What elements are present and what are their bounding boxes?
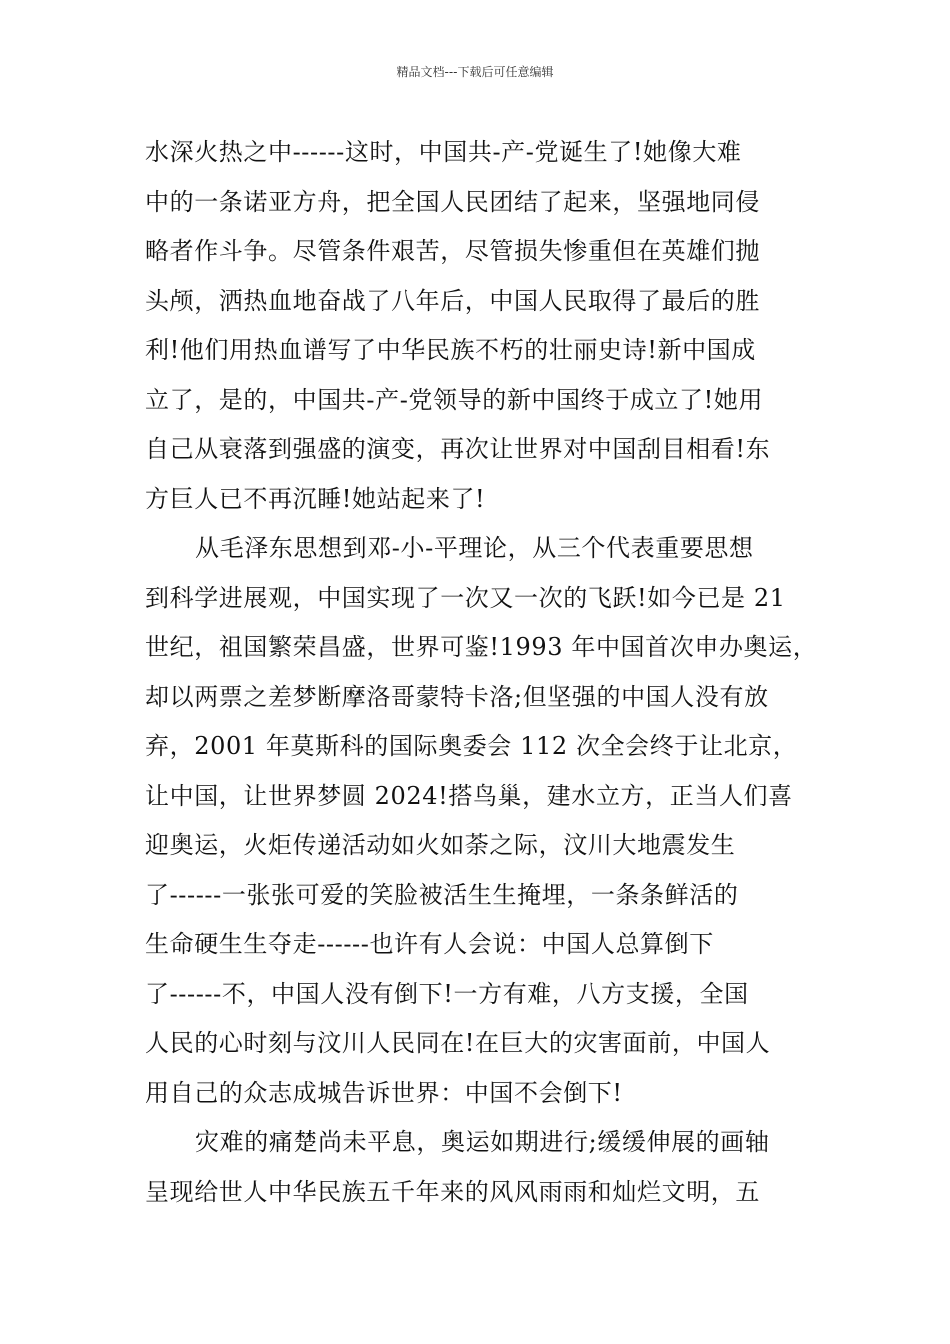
text-line: 了------一张张可爱的笑脸被活生生掩埋，一条条鲜活的 xyxy=(145,880,739,909)
text-line: 略者作斗争。尽管条件艰苦，尽管损失惨重但在英雄们抛 xyxy=(145,237,760,265)
text-line: 呈现给世人中华民族五千年来的风风雨雨和灿烂文明，五 xyxy=(145,1177,760,1206)
text-line: 利!他们用热血谱写了中华民族不朽的壮丽史诗!新中国成 xyxy=(145,336,756,364)
text-line: 却以两票之差梦断摩洛哥蒙特卡洛;但坚强的中国人没有放 xyxy=(145,682,769,711)
text-line: 自己从衰落到强盛的演变，再次让世界对中国刮目相看!东 xyxy=(145,435,771,463)
paragraph xyxy=(145,128,825,524)
document-body xyxy=(145,128,825,1217)
text-line: 弃，2001 年莫斯科的国际奥委会 112 次全会终于让北京， xyxy=(145,732,798,760)
text-line: 立了，是的，中国共-产-党领导的新中国终于成立了!她用 xyxy=(145,385,764,414)
text-line: 水深火热之中------这时，中国共-产-党诞生了!她像大难 xyxy=(145,138,742,166)
page-header: 精品文档---下载后可任意编辑 xyxy=(396,65,554,79)
text-line: 中的一条诺亚方舟，把全国人民团结了起来，坚强地同侵 xyxy=(145,187,760,216)
text-line: 了------不，中国人没有倒下!一方有难，八方支援，全国 xyxy=(145,979,749,1008)
text-line: 迎奥运，火炬传递活动如火如荼之际，汶川大地震发生 xyxy=(145,831,736,859)
text-line: 头颅，洒热血地奋战了八年后，中国人民取得了最后的胜 xyxy=(145,286,760,315)
text-line: 人民的心时刻与汶川人民同在!在巨大的灾害面前，中国人 xyxy=(145,1029,771,1057)
paragraph xyxy=(145,1118,825,1217)
text-line: 让中国，让世界梦圆 2024!搭鸟巢，建水立方，正当人们喜 xyxy=(145,781,793,810)
text-line: 灾难的痛楚尚未平息，奥运如期进行;缓缓伸展的画轴 xyxy=(195,1128,770,1156)
text-line: 从毛泽东思想到邓-小-平理论，从三个代表重要思想 xyxy=(195,534,754,562)
paragraph xyxy=(145,524,825,1118)
text-line: 世纪，祖国繁荣昌盛，世界可鉴!1993 年中国首次申办奥运， xyxy=(145,633,818,661)
text-line: 用自己的众志成城告诉世界：中国不会倒下! xyxy=(145,1078,623,1107)
text-line: 生命硬生生夺走------也许有人会说：中国人总算倒下 xyxy=(145,930,714,958)
text-line: 到科学进展观，中国实现了一次又一次的飞跃!如今已是 21 xyxy=(145,583,786,612)
text-line: 方巨人已不再沉睡!她站起来了! xyxy=(145,484,486,513)
